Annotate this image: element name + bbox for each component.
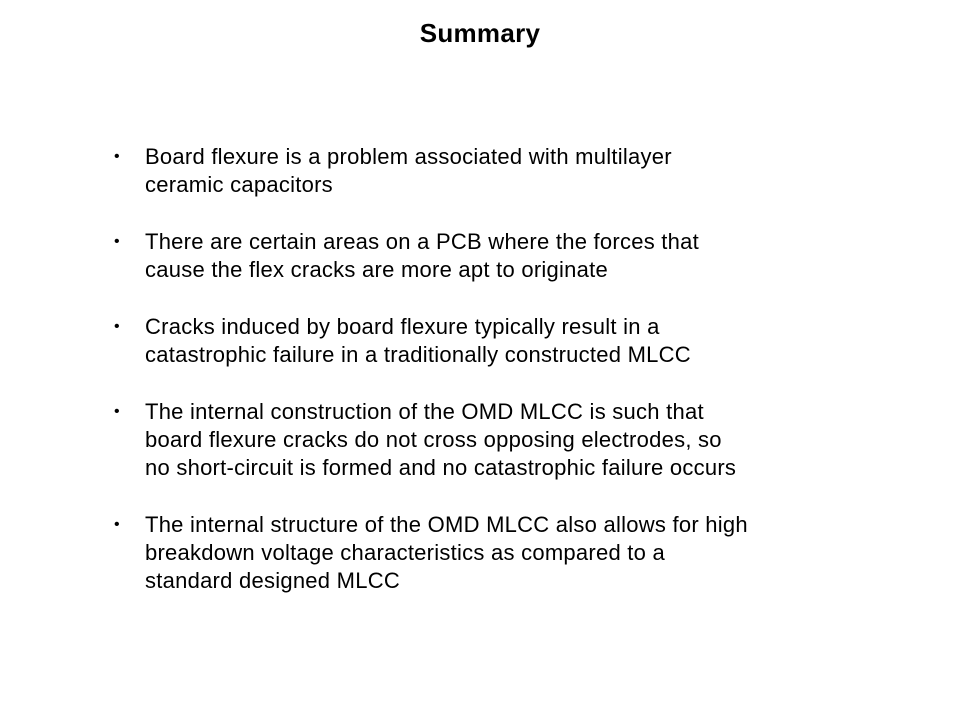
bullet-line: The internal structure of the OMD MLCC also allows for high (145, 512, 748, 537)
bullet-item-2 (112, 228, 892, 284)
bullet-text (145, 313, 892, 369)
bullet-marker: • (114, 148, 120, 165)
bullet-line: catastrophic failure in a traditionally constructed MLCC (145, 342, 691, 367)
bullet-item-1 (112, 143, 892, 199)
bullet-line: The internal construction of the OMD MLCC is such that (145, 399, 704, 424)
bullet-marker: • (114, 516, 120, 533)
bullet-text (145, 143, 892, 199)
bullet-line: There are certain areas on a PCB where the forces that (145, 229, 700, 254)
bullet-line: no short-circuit is formed and no catastrophic failure occurs (145, 455, 737, 480)
bullet-marker: • (114, 233, 120, 250)
bullet-text (145, 511, 892, 595)
bullet-line: ceramic capacitors (145, 172, 333, 197)
bullet-item-5 (112, 511, 892, 595)
bullet-line: standard designed MLCC (145, 568, 400, 593)
bullet-item-3 (112, 313, 892, 369)
bullet-text (145, 398, 892, 482)
bullet-line: cause the flex cracks are more apt to originate (145, 257, 608, 282)
bullet-list (112, 143, 892, 624)
bullet-line: Board flexure is a problem associated with multilayer (145, 144, 672, 169)
bullet-marker: • (114, 318, 120, 335)
bullet-item-4 (112, 398, 892, 482)
slide-title: Summary (419, 18, 541, 48)
bullet-line: Cracks induced by board flexure typically result in a (145, 314, 660, 339)
bullet-line: breakdown voltage characteristics as compared to a (145, 540, 665, 565)
bullet-text (145, 228, 892, 284)
bullet-line: board flexure cracks do not cross opposing electrodes, so (145, 427, 722, 452)
bullet-marker: • (114, 403, 120, 420)
